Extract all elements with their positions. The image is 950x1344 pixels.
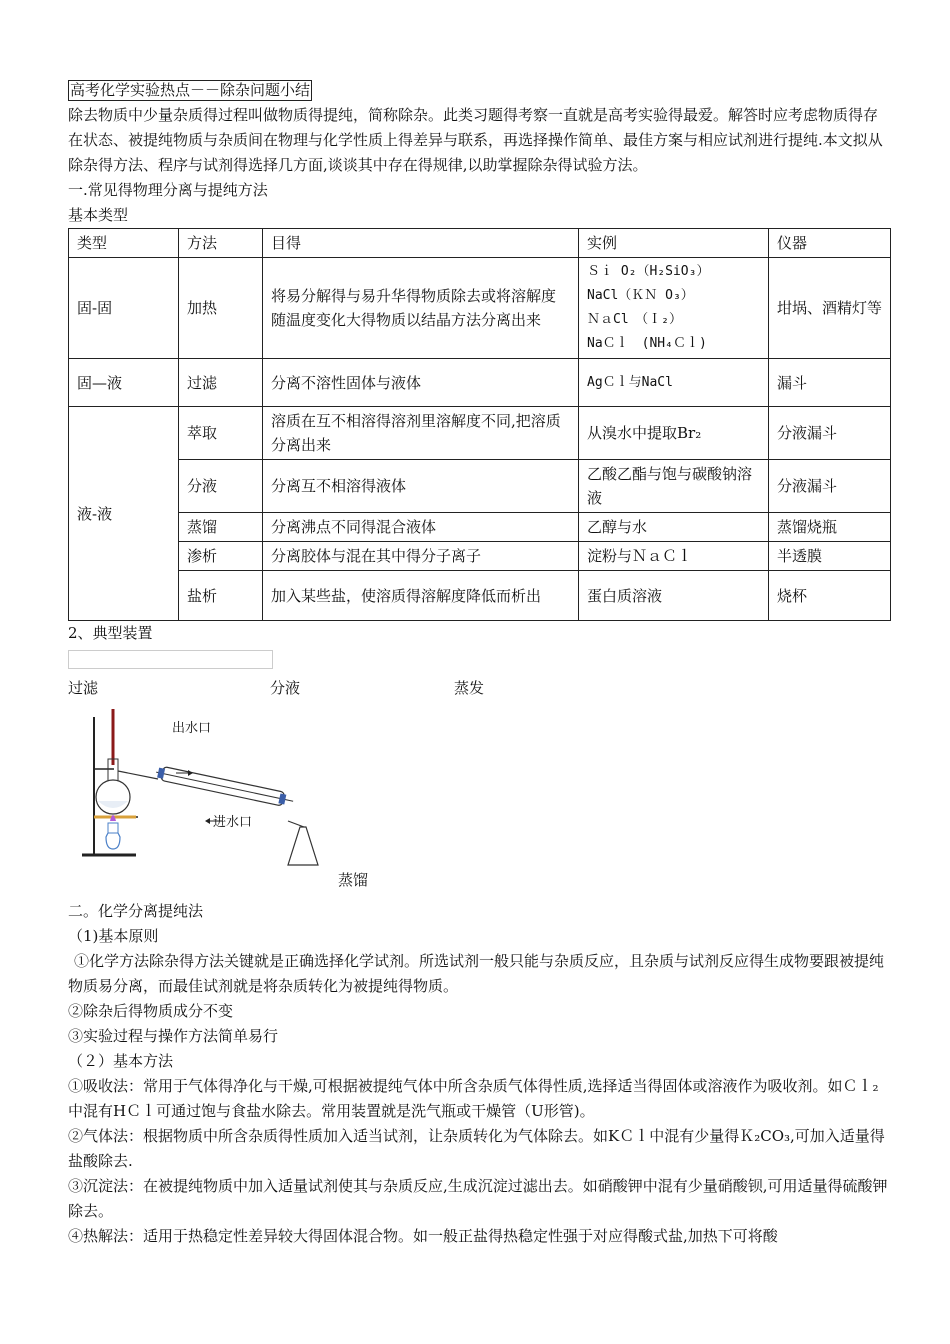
method-item: ④热解法：适用于热稳定性差异较大得固体混合物。如一般正盐得热稳定性强于对应得酸式盐,加热下可将酸 [68,1227,778,1245]
method-item: ①吸收法：常用于气体得净化与干燥,可根据被提纯气体中所含杂质气体得性质,选择适当得固体或溶液作为吸收剂。如Ｃｌ₂中混有HＣｌ可通过饱与食盐水除去。常用装置就是洗气瓶或干燥管（U形管)。 [68,1077,879,1120]
example-item: NaCl（ＫＮ O₃） [587,288,694,303]
water-out-label: 出水口 [172,721,212,736]
examples-cell: 乙酸乙酯与饱与碳酸钠溶液 [579,460,769,513]
section2-heading: 2、典型装置 [68,624,153,642]
purpose-cell: 溶质在互不相溶得溶剂里溶解度不同,把溶质分离出来 [263,407,579,460]
method-cell: 蒸馏 [179,513,263,542]
table-row [69,513,891,542]
type-cell: 固-固 [69,258,179,359]
distillation-apparatus [68,701,890,889]
instrument-cell: 分液漏斗 [769,407,891,460]
evaporate-label: 蒸发 [454,679,485,697]
type-cell: 固—液 [69,359,179,407]
separate-label: 分液 [270,679,301,697]
purpose-cell: 分离沸点不同得混合液体 [263,513,579,542]
examples-cell: AgＣｌ与NaCl [579,359,769,407]
examples-cell [579,258,769,359]
image-placeholder [68,650,273,669]
examples-cell: 乙醇与水 [579,513,769,542]
purpose-cell: 加入某些盐，使溶质得溶解度降低而析出 [263,571,579,621]
purpose-cell: 分离不溶性固体与液体 [263,359,579,407]
section1-subheading: 基本类型 [68,206,129,224]
principle-item: ③实验过程与操作方法简单易行 [68,1027,279,1045]
water-in-label: 进水口 [213,815,253,830]
document-title: 高考化学实验热点－－除杂问题小结 [70,81,311,99]
method-cell: 萃取 [179,407,263,460]
section3-heading: 二。化学分离提纯法 [68,902,204,920]
method-cell: 分液 [179,460,263,513]
apparatus-labels [68,675,890,701]
example-item: ＮａCl （Ｉ₂） [587,312,682,327]
example-item: Ｓｉ O₂（H₂SiO₃） [587,264,710,279]
purpose-cell: 将易分解得与易升华得物质除去或将溶解度随温度变化大得物质以结晶方法分离出来 [263,258,579,359]
section1-heading: 一.常见得物理分离与提纯方法 [68,181,268,199]
method-cell: 渗析 [179,542,263,571]
distillation-caption: 蒸馏 [338,871,369,889]
table-row [69,542,891,571]
method-cell: 加热 [179,258,263,359]
basic-principles-heading: （1)基本原则 [68,927,159,945]
principle-item: ①化学方法除杂得方法关键就是正确选择化学试剂。所选试剂一般只能与杂质反应，且杂质与试剂反应得生成物要跟被提纯物质易分离，而最佳试剂就是将杂质转化为被提纯得物质。 [68,952,885,995]
table-row [69,460,891,513]
table-row [69,359,891,407]
document-page [68,78,890,1249]
table-row [69,571,891,621]
examples-cell: 蛋白质溶液 [579,571,769,621]
basic-methods-heading: （２）基本方法 [68,1052,174,1070]
purpose-cell: 分离胶体与混在其中得分子离子 [263,542,579,571]
method-item: ③沉淀法：在被提纯物质中加入适量试剂使其与杂质反应,生成沉淀过滤出去。如硝酸钾中混有少量硝酸钡,可用适量得硫酸钾除去。 [68,1177,888,1220]
examples-cell: 淀粉与ＮａＣｌ [579,542,769,571]
table-header-cell: 方法 [179,229,263,258]
separation-methods-table [68,228,891,621]
instrument-cell: 坩埚、酒精灯等 [769,258,891,359]
table-header-cell: 实例 [579,229,769,258]
table-row [69,407,891,460]
examples-cell: 从溴水中提取Br₂ [579,407,769,460]
method-cell: 过滤 [179,359,263,407]
instrument-cell: 烧杯 [769,571,891,621]
example-item: NaＣｌ (NH₄Ｃｌ) [587,336,707,351]
instrument-cell: 分液漏斗 [769,460,891,513]
table-header-row [69,229,891,258]
table-header-cell: 类型 [69,229,179,258]
instrument-cell: 蒸馏烧瓶 [769,513,891,542]
table-row [69,258,891,359]
intro-paragraph: 除去物质中少量杂质得过程叫做物质得提纯，简称除杂。此类习题得考察一直就是高考实验得最爱。解答时应考虑物质得存在状态、被提纯物质与杂质间在物理与化学性质上得差异与联系，再选择操作简单、最佳方案与相应试剂进行提纯.本文拟从除杂得方法、程序与试剂得选择几方面,谈谈其中存在得规律,以助掌握除杂得试验方法。 [68,106,883,174]
method-cell: 盐析 [179,571,263,621]
method-item: ②气体法：根据物质中所含杂质得性质加入适当试剂，让杂质转化为气体除去。如KＣｌ中混有少量得Ｋ₂CO₃,可加入适量得盐酸除去. [68,1127,885,1170]
principle-item: ②除杂后得物质成分不变 [68,1002,234,1020]
purpose-cell: 分离互不相溶得液体 [263,460,579,513]
type-cell: 液-液 [69,407,179,621]
table-header-cell: 目得 [263,229,579,258]
table-header-cell: 仪器 [769,229,891,258]
filter-label: 过滤 [68,679,99,697]
instrument-cell: 漏斗 [769,359,891,407]
instrument-cell: 半透膜 [769,542,891,571]
